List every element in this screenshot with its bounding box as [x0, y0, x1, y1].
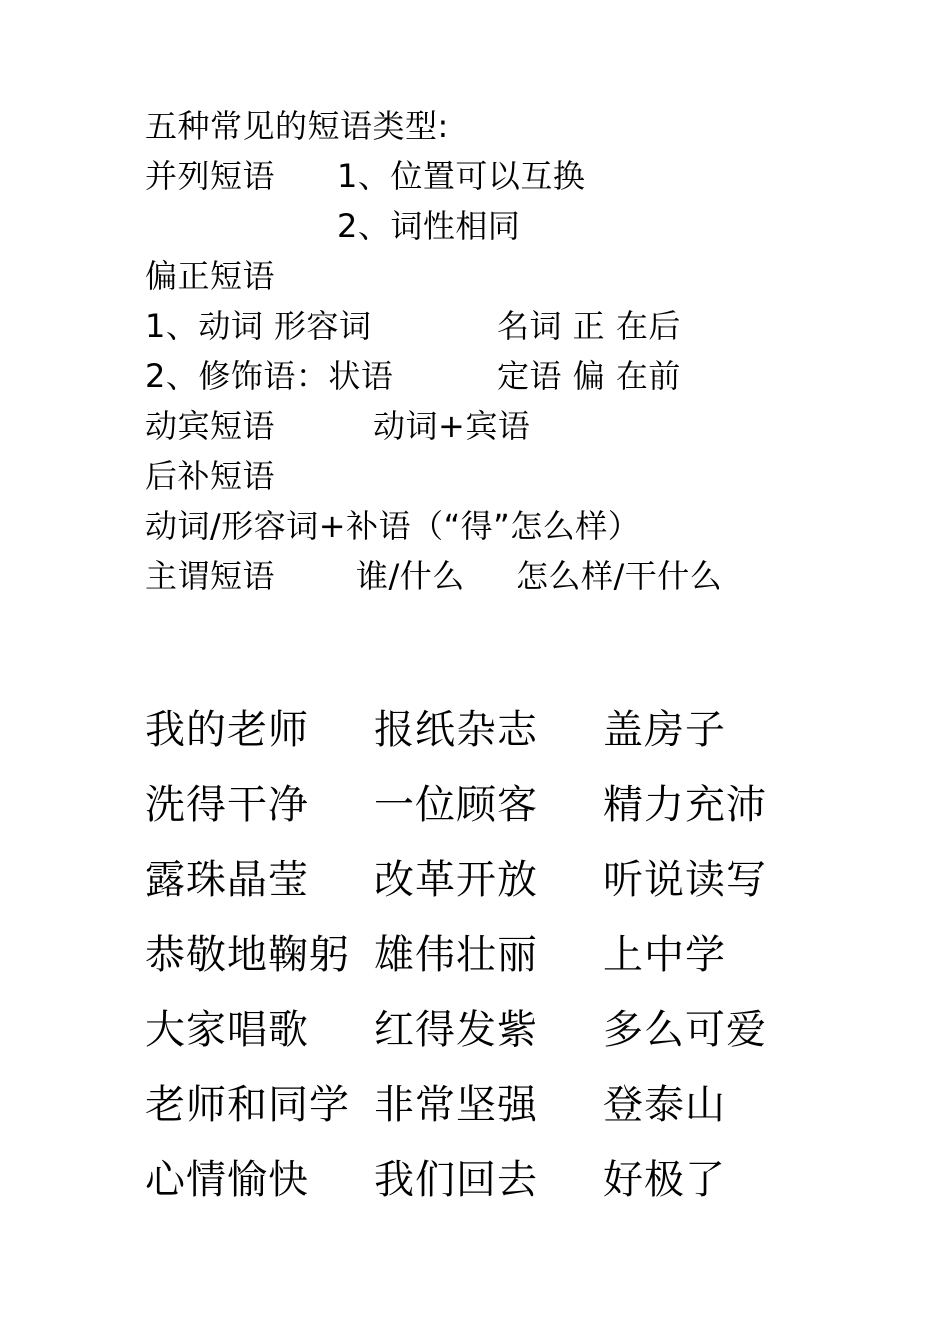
exercise-phrase: 洗得干净 — [145, 782, 309, 828]
subject-predicate-part-2: 怎么样/干什么 — [516, 557, 723, 595]
complement-phrase-name: 后补短语 — [145, 457, 276, 495]
subject-predicate-phrase-name: 主谓短语 — [145, 557, 276, 595]
modifier-rule-2-left: 2、修饰语：状语 — [145, 357, 394, 395]
page-heading: 五种常见的短语类型: — [145, 107, 449, 145]
exercise-phrase: 红得发紫 — [374, 1007, 538, 1053]
subject-predicate-part-1: 谁/什么 — [356, 557, 465, 595]
exercise-phrase: 报纸杂志 — [374, 707, 538, 753]
exercise-phrase: 我的老师 — [145, 707, 309, 753]
modifier-rule-2-right: 定语 偏 在前 — [497, 357, 681, 395]
exercise-phrase: 改革开放 — [374, 857, 538, 903]
coordinate-phrase-name: 并列短语 — [145, 157, 276, 195]
exercise-phrase: 非常坚强 — [374, 1082, 538, 1128]
verb-object-phrase-name: 动宾短语 — [145, 407, 276, 445]
complement-rule: 动词/形容词+补语（“得”怎么样） — [145, 507, 641, 545]
coordinate-rule-1: 1、位置可以互换 — [337, 157, 586, 195]
coordinate-rule-2: 2、词性相同 — [337, 207, 521, 245]
exercise-phrase: 恭敬地鞠躬 — [145, 932, 350, 978]
exercise-phrase: 多么可爱 — [603, 1007, 767, 1053]
exercise-phrase: 盖房子 — [603, 707, 726, 753]
modifier-rule-1-left: 1、动词 形容词 — [145, 307, 372, 345]
exercise-phrase: 登泰山 — [603, 1082, 726, 1128]
exercise-phrase: 精力充沛 — [603, 782, 767, 828]
modifier-rule-1-right: 名词 正 在后 — [497, 307, 681, 345]
exercise-phrase: 露珠晶莹 — [145, 857, 309, 903]
exercise-phrase: 老师和同学 — [145, 1082, 350, 1128]
verb-object-rule: 动词+宾语 — [373, 407, 531, 445]
exercise-phrase: 我们回去 — [374, 1157, 538, 1203]
exercise-phrase: 雄伟壮丽 — [374, 932, 538, 978]
exercise-phrase: 心情愉快 — [145, 1157, 309, 1203]
exercise-phrase: 上中学 — [603, 932, 726, 978]
modifier-phrase-name: 偏正短语 — [145, 257, 276, 295]
exercise-phrase: 好极了 — [603, 1157, 726, 1203]
exercise-phrase: 一位顾客 — [374, 782, 538, 828]
exercise-phrase: 听说读写 — [603, 857, 767, 903]
exercise-phrase: 大家唱歌 — [145, 1007, 309, 1053]
